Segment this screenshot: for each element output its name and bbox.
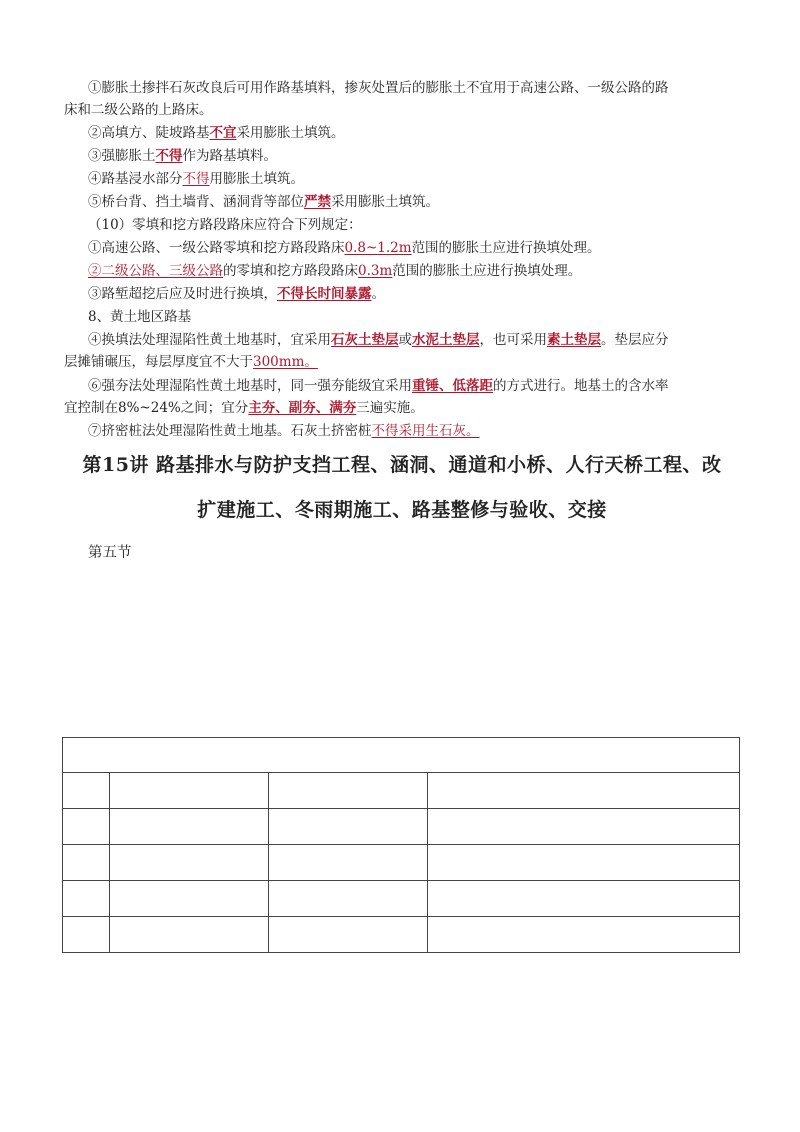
empty-table bbox=[62, 737, 740, 953]
emphasis-text: 水泥土垫层 bbox=[412, 332, 480, 348]
paragraph-item-10 bbox=[64, 214, 740, 236]
table-cell bbox=[428, 845, 740, 881]
lecture-heading-line-1: 第15讲 路基排水与防护支挡工程、涵洞、通道和小桥、人行天桥工程、改 bbox=[82, 454, 722, 476]
emphasis-text: 不得 bbox=[182, 171, 210, 187]
text: （10）零填和挖方路段路床应符合下列规定： bbox=[88, 217, 362, 233]
emphasis-text: 素土垫层 bbox=[547, 332, 601, 348]
paragraph-expansive-soil-1 bbox=[64, 77, 740, 99]
table-row bbox=[63, 809, 740, 845]
text: 层摊铺碾压，每层厚度宜不大于 bbox=[64, 354, 253, 370]
table-row bbox=[63, 881, 740, 917]
text: 的方式进行。地基土的含水率 bbox=[493, 378, 669, 394]
emphasis-text: 主夯、副夯、满夯 bbox=[248, 400, 357, 416]
text: ④路基浸水部分 bbox=[88, 171, 183, 187]
table-cell bbox=[428, 881, 740, 917]
text: ，也可采用 bbox=[479, 332, 547, 348]
emphasis-text: 严禁 bbox=[304, 194, 331, 210]
paragraph-compaction-pile bbox=[64, 420, 740, 442]
table-cell bbox=[269, 917, 428, 953]
text: 采用膨胀土填筑。 bbox=[331, 194, 439, 210]
emphasis-text: 石灰土垫层 bbox=[331, 332, 399, 348]
table-row bbox=[63, 917, 740, 953]
table-cell bbox=[269, 809, 428, 845]
table-cell bbox=[269, 845, 428, 881]
paragraph-replacement-method bbox=[64, 329, 740, 351]
table-cell bbox=[63, 917, 110, 953]
text: ⑦挤密桩法处理湿陷性黄土地基。石灰土挤密桩 bbox=[88, 423, 372, 439]
table-cell bbox=[63, 845, 110, 881]
table-cell bbox=[110, 809, 269, 845]
emphasis-text: 0.8~1.2m bbox=[344, 240, 412, 256]
table-cell bbox=[428, 809, 740, 845]
table-cell bbox=[269, 773, 428, 809]
table-cell bbox=[110, 917, 269, 953]
table-cell bbox=[110, 773, 269, 809]
paragraph-dynamic-compaction-cont bbox=[64, 397, 740, 419]
paragraph-highway-subgrade bbox=[64, 237, 740, 259]
text: ①高速公路、一级公路零填和挖方路段路床 bbox=[88, 240, 345, 256]
text: 。 bbox=[371, 286, 385, 302]
paragraph-high-fill bbox=[64, 122, 740, 144]
paragraph-cut-overdig bbox=[64, 283, 740, 305]
table-cell bbox=[110, 881, 269, 917]
text: ③路堑超挖后应及时进行换填， bbox=[88, 286, 277, 302]
text: 宜控制在8%~24%之间；宜分 bbox=[64, 400, 249, 416]
table-cell bbox=[428, 917, 740, 953]
text: 采用膨胀土填筑。 bbox=[236, 125, 345, 141]
text: ①膨胀土掺拌石灰改良后可用作路基填料，掺灰处置后的膨胀土不宜用于高速公路、一级公路的路 bbox=[88, 80, 669, 96]
table-cell bbox=[63, 881, 110, 917]
emphasis-text: 不得采用生石灰。 bbox=[371, 423, 480, 439]
emphasis-text: 0.3m bbox=[358, 263, 393, 279]
emphasis-text: ②二级公路、三级公路 bbox=[88, 263, 223, 279]
emphasis-text: 300mm。 bbox=[253, 354, 318, 370]
text: 床和二级公路的上路床。 bbox=[64, 102, 213, 118]
emphasis-text: 不宜 bbox=[209, 125, 237, 141]
table-cell bbox=[110, 845, 269, 881]
section-label: 第五节 bbox=[88, 545, 132, 561]
emphasis-text: 不得长时间暴露 bbox=[277, 286, 372, 302]
text: ⑤桥台背、挡土墙背、涵洞背等部位 bbox=[88, 194, 304, 210]
paragraph-water-immersion bbox=[64, 168, 740, 190]
text: ⑥强夯法处理湿陷性黄土地基时，同一强夯能级宜采用 bbox=[88, 378, 412, 394]
emphasis-text: 不得 bbox=[155, 148, 183, 164]
table-cell bbox=[269, 881, 428, 917]
text: 作为路基填料。 bbox=[182, 148, 277, 164]
table-row bbox=[63, 845, 740, 881]
paragraph-strong-expansive bbox=[64, 145, 740, 167]
text: 用膨胀土填筑。 bbox=[209, 171, 304, 187]
text: 范围的膨胀土应进行换填处理。 bbox=[392, 263, 582, 279]
text: ④换填法处理湿陷性黄土地基时，宜采用 bbox=[88, 332, 331, 348]
table-header-row bbox=[63, 738, 740, 773]
emphasis-text: 重锤、低落距 bbox=[412, 378, 493, 394]
paragraph-expansive-soil-1-cont bbox=[64, 99, 740, 121]
text: ②高填方、陡坡路基 bbox=[88, 125, 210, 141]
text: 。垫层应分 bbox=[601, 332, 669, 348]
paragraph-grade-2-3 bbox=[64, 260, 740, 282]
table-cell bbox=[63, 809, 110, 845]
table-cell bbox=[63, 773, 110, 809]
table-cell bbox=[63, 738, 740, 773]
text: ③强膨胀土 bbox=[88, 148, 156, 164]
paragraph-dynamic-compaction bbox=[64, 375, 740, 397]
table-row bbox=[63, 773, 740, 809]
table-cell bbox=[428, 773, 740, 809]
text: 三遍实施。 bbox=[356, 400, 424, 416]
text: 的零填和挖方路段路床 bbox=[223, 263, 358, 279]
paragraph-replacement-method-cont bbox=[64, 351, 740, 373]
text: 或 bbox=[398, 332, 412, 348]
paragraph-loess-heading bbox=[64, 306, 740, 328]
text: 8、黄土地区路基 bbox=[88, 309, 192, 325]
lecture-heading-line-2: 扩建施工、冬雨期施工、路基整修与验收、交接 bbox=[197, 499, 607, 521]
text: 范围的膨胀土应进行换填处理。 bbox=[411, 240, 601, 256]
paragraph-abutment bbox=[64, 191, 740, 213]
